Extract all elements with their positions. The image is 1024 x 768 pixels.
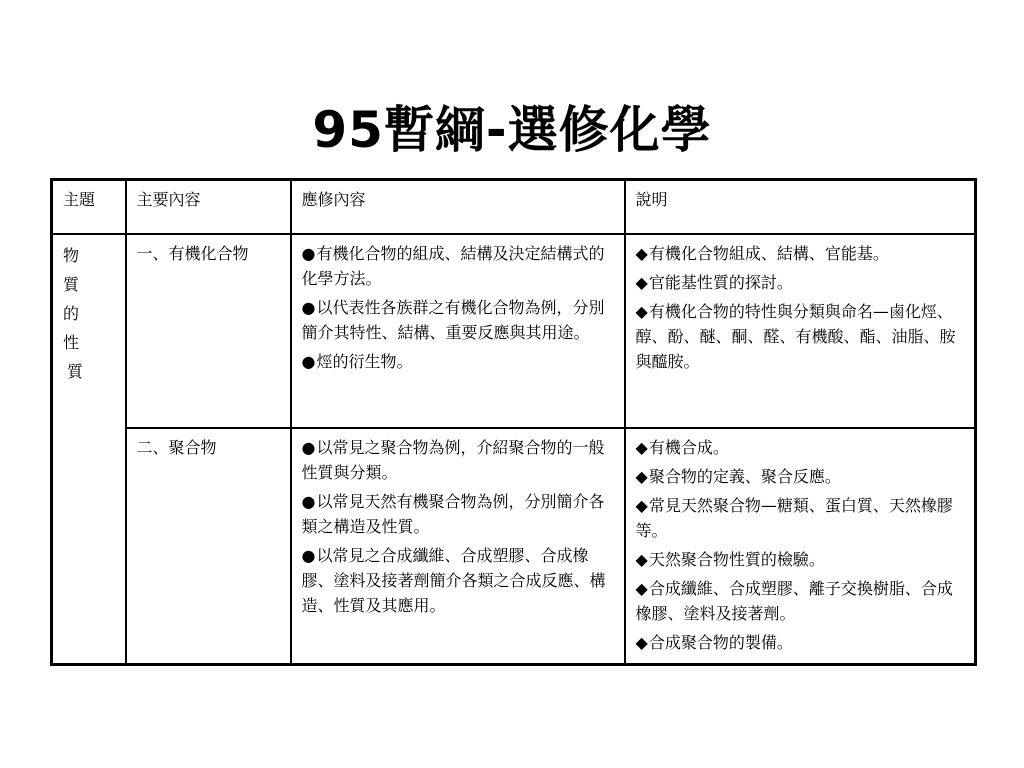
main-content-cell: 一、有機化合物 <box>126 234 291 428</box>
list-item <box>636 576 967 626</box>
table-row <box>52 234 976 428</box>
list-item <box>636 464 967 489</box>
bullet-dot-icon: ● <box>301 437 316 457</box>
bullet-dot-icon: ● <box>301 545 316 565</box>
item-text: 官能基性質的探討。 <box>648 272 793 292</box>
theme-char: 性 <box>63 332 80 352</box>
theme-cell <box>52 234 126 665</box>
bullet-diamond-icon: ◆ <box>635 549 648 569</box>
item-text: 天然聚合物性質的檢驗。 <box>648 549 825 569</box>
required-content-cell <box>291 428 625 665</box>
list-item <box>636 630 967 655</box>
theme-char: 質 <box>63 274 80 294</box>
bullet-dot-icon: ● <box>301 243 316 263</box>
list-item <box>636 270 967 295</box>
bullet-diamond-icon: ◆ <box>635 466 648 486</box>
list-item <box>302 435 616 485</box>
header-theme: 主題 <box>52 180 126 234</box>
list-item <box>636 493 967 543</box>
explanation-cell <box>625 234 976 428</box>
table-row <box>52 428 976 665</box>
item-text: 有機合成。 <box>648 437 729 457</box>
required-content-cell <box>291 234 625 428</box>
item-text: 有機化合物的特性與分類與命名—鹵化烴、醇、酚、醚、酮、醛、有機酸、酯、油脂、胺與醯胺。 <box>635 301 956 371</box>
explanation-cell <box>625 428 976 665</box>
item-text: 聚合物的定義、聚合反應。 <box>648 466 841 486</box>
header-explanation: 說明 <box>625 180 976 234</box>
bullet-diamond-icon: ◆ <box>635 301 648 321</box>
bullet-diamond-icon: ◆ <box>635 243 648 263</box>
table-header-row <box>52 180 976 234</box>
bullet-diamond-icon: ◆ <box>635 632 648 652</box>
list-item <box>302 349 616 374</box>
list-item <box>636 299 967 374</box>
item-text: 合成纖維、合成塑膠、離子交換樹脂、合成橡膠、塗料及接著劑。 <box>635 578 953 623</box>
item-text: 有機化合物組成、結構、官能基。 <box>648 243 889 263</box>
list-item <box>636 241 967 266</box>
main-content-cell: 二、聚合物 <box>126 428 291 665</box>
item-text: 以常見之聚合物為例，介紹聚合物的一般性質與分類。 <box>301 437 605 482</box>
item-text: 以常見之合成纖維、合成塑膠、合成橡膠、塗料及接著劑簡介各類之合成反應、構造、性質及其應用。 <box>301 545 606 615</box>
bullet-dot-icon: ● <box>301 491 316 511</box>
item-text: 合成聚合物的製備。 <box>648 632 793 652</box>
list-item <box>636 547 967 572</box>
theme-char: 的 <box>63 303 80 323</box>
item-text: 烴的衍生物。 <box>316 351 413 371</box>
slide-title: 95暫綱-選修化學 <box>312 100 712 159</box>
theme-char: 質 <box>67 361 84 381</box>
theme-char: 物 <box>63 245 80 265</box>
item-text: 以代表性各族群之有機化合物為例，分別簡介其特性、結構、重要反應與其用途。 <box>301 297 605 342</box>
bullet-diamond-icon: ◆ <box>635 272 648 292</box>
list-item <box>302 489 616 539</box>
bullet-diamond-icon: ◆ <box>635 437 648 457</box>
syllabus-table <box>50 178 977 666</box>
bullet-dot-icon: ● <box>301 297 316 317</box>
list-item <box>636 435 967 460</box>
list-item <box>302 241 616 291</box>
list-item <box>302 295 616 345</box>
header-main-content: 主要內容 <box>126 180 291 234</box>
bullet-diamond-icon: ◆ <box>635 578 648 598</box>
list-item <box>302 543 616 618</box>
header-required-content: 應修內容 <box>291 180 625 234</box>
bullet-diamond-icon: ◆ <box>635 495 648 515</box>
item-text: 常見天然聚合物—糖類、蛋白質、天然橡膠等。 <box>635 495 953 540</box>
item-text: 以常見天然有機聚合物為例，分別簡介各類之構造及性質。 <box>301 491 605 536</box>
bullet-dot-icon: ● <box>301 351 316 371</box>
item-text: 有機化合物的組成、結構及決定結構式的化學方法。 <box>301 243 605 288</box>
